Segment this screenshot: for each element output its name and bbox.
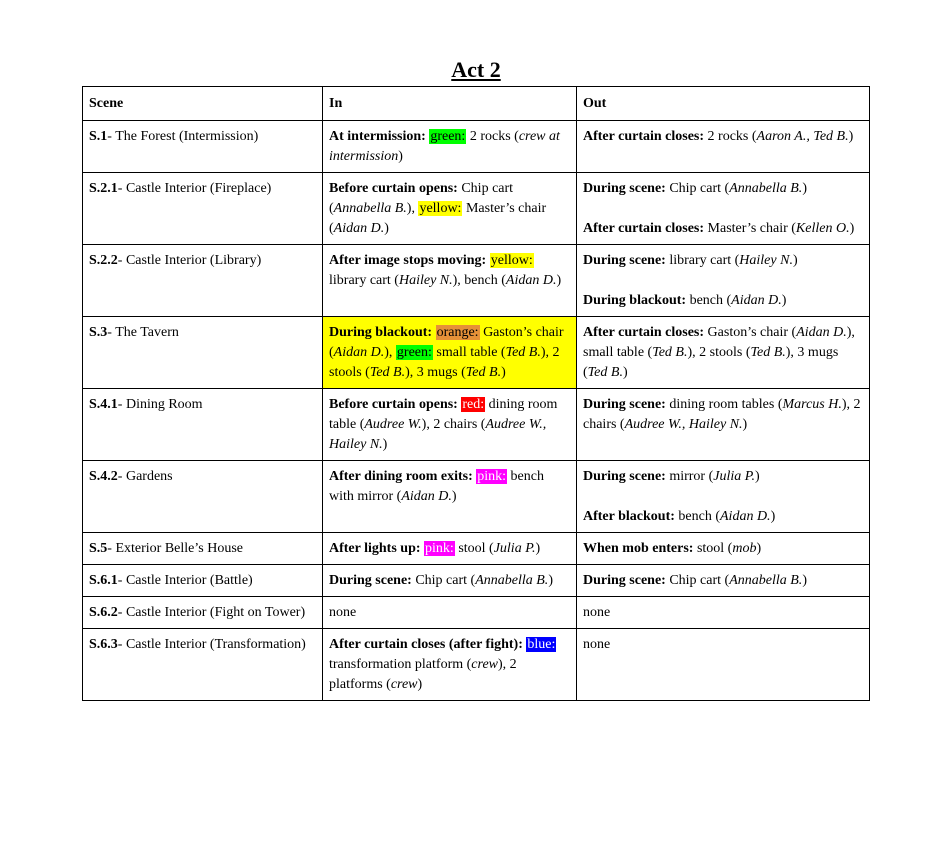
scene-name: - Castle Interior (Library)	[117, 253, 262, 268]
cue-label: After curtain closes:	[583, 221, 705, 236]
header-row	[83, 87, 870, 121]
cue-text: )	[535, 541, 541, 556]
cue-text: Gaston’s chair (	[704, 325, 797, 340]
cue-label: After lights up:	[329, 541, 421, 556]
cue-text: )	[382, 437, 388, 452]
color-cue-green: green:	[430, 129, 466, 144]
cue-text: bench (	[674, 509, 720, 524]
cue-text: library cart (	[665, 253, 740, 268]
cue-text: Master’s chair (	[704, 221, 796, 236]
table-row	[83, 245, 870, 317]
cue-text: none	[329, 605, 357, 620]
cue-text: none	[583, 605, 611, 620]
cue-text: )	[849, 221, 855, 236]
crew-name: Hailey N.	[739, 253, 793, 268]
scene-name: - Castle Interior (Fight on Tower)	[117, 605, 306, 620]
crew-name: Marcus H.	[782, 397, 842, 412]
table-row	[83, 533, 870, 565]
cue-text: )	[501, 365, 506, 380]
crew-name: Ted B.	[587, 365, 623, 380]
table-row	[83, 629, 870, 701]
cue-text: )	[742, 417, 748, 432]
out-cell	[577, 121, 870, 173]
cue-text: small table (	[432, 345, 506, 360]
crew-name: Julia P.	[493, 541, 536, 556]
cue-text: bench with mirror (	[329, 469, 544, 504]
crew-name: Ted B.	[652, 345, 688, 360]
scene-cell	[83, 317, 323, 389]
cue-text: stool (	[693, 541, 733, 556]
cue-text: none	[583, 637, 611, 652]
crew-name: Annabella B.	[333, 201, 407, 216]
crew-name: mob	[732, 541, 757, 556]
cue-label: When mob enters:	[583, 541, 694, 556]
cue-text: mirror (	[665, 469, 714, 484]
cue-label: During scene:	[583, 181, 666, 196]
scene-id: S.2.1	[89, 181, 118, 196]
cue-text: Chip cart (	[665, 573, 730, 588]
out-cell	[577, 245, 870, 317]
crew-name: Ted B.	[505, 345, 541, 360]
in-cell	[323, 533, 577, 565]
crew-name: Aidan D.	[505, 273, 557, 288]
crew-name: Audree W., Hailey N.	[624, 417, 743, 432]
cue-text: ), bench (	[452, 273, 506, 288]
cue-text: )	[802, 181, 807, 196]
scene-cell	[83, 597, 323, 629]
scene-cell	[83, 245, 323, 317]
cue-text: 2 rocks (	[704, 129, 757, 144]
cue-text: )	[451, 489, 457, 504]
table-row	[83, 461, 870, 533]
color-cue-yellow: yellow:	[490, 253, 533, 268]
header-out: Out	[577, 87, 870, 121]
scene-cell	[83, 533, 323, 565]
scene-name: - The Tavern	[107, 325, 179, 340]
cue-text: stool (	[454, 541, 494, 556]
cue-text: dining room table (	[329, 397, 558, 432]
out-cell	[577, 173, 870, 245]
in-cell	[323, 597, 577, 629]
cue-label: After curtain closes (after fight):	[329, 637, 523, 652]
color-cue-pink: pink:	[477, 469, 507, 484]
crew-name: Aidan D.	[720, 509, 771, 524]
cue-text: )	[548, 573, 553, 588]
cue-text: bench (	[686, 293, 732, 308]
page-title: Act 2	[451, 57, 501, 82]
color-cue-orange: orange:	[436, 325, 479, 340]
table-row	[83, 121, 870, 173]
paragraph-gap	[583, 271, 863, 291]
scene-name: - Exterior Belle’s House	[107, 541, 243, 556]
crew-name: Julia P.	[713, 469, 756, 484]
crew-name: Ted B.	[465, 365, 502, 380]
out-cell	[577, 597, 870, 629]
cue-text: ), 3 mugs (	[583, 345, 839, 380]
crew-name: Annabella B.	[475, 573, 549, 588]
scene-id: S.5	[89, 541, 108, 556]
paragraph-gap	[583, 487, 863, 507]
cue-text: transformation platform (	[329, 657, 472, 672]
crew-name: crew	[390, 677, 418, 692]
cue-text: )	[756, 541, 762, 556]
cue-table-body	[83, 121, 870, 701]
cue-text: ), small table (	[583, 325, 855, 360]
cue-label: During blackout:	[583, 293, 687, 308]
crew-name: Aidan D.	[796, 325, 847, 340]
cue-label: During scene:	[583, 573, 666, 588]
cue-text: )	[622, 365, 628, 380]
cue-text: Master’s chair (	[329, 201, 547, 236]
crew-name: Aidan D.	[333, 221, 385, 236]
scene-name: - Castle Interior (Battle)	[117, 573, 253, 588]
cue-label: Before curtain opens:	[329, 397, 458, 412]
crew-name: Kellen O.	[795, 221, 850, 236]
scene-id: S.2.2	[89, 253, 118, 268]
cue-label: During scene:	[583, 253, 666, 268]
cue-text: )	[770, 509, 776, 524]
cue-label: After curtain closes:	[583, 325, 705, 340]
crew-name: Aidan D.	[731, 293, 782, 308]
in-cell	[323, 121, 577, 173]
cue-text: ), 2 chairs (	[421, 417, 486, 432]
paragraph-gap	[583, 199, 863, 219]
cue-label: During blackout:	[329, 325, 433, 340]
table-row	[83, 389, 870, 461]
cue-text: )	[848, 129, 854, 144]
scene-cell	[83, 461, 323, 533]
scene-name: - Castle Interior (Fireplace)	[117, 181, 272, 196]
crew-name: Aaron A., Ted B.	[756, 129, 849, 144]
cue-text: )	[556, 273, 562, 288]
scene-cell	[83, 389, 323, 461]
cue-text: Gaston’s chair (	[329, 325, 564, 360]
out-cell	[577, 317, 870, 389]
crew-name: Aidan D.	[333, 345, 385, 360]
cue-text: dining room tables (	[665, 397, 783, 412]
scene-name: - Castle Interior (Transformation)	[117, 637, 306, 652]
cue-label: During scene:	[583, 397, 666, 412]
out-cell	[577, 389, 870, 461]
cue-text: 2 rocks (	[466, 129, 519, 144]
in-cell	[323, 173, 577, 245]
cue-text: Chip cart (	[411, 573, 476, 588]
cue-text: )	[755, 469, 760, 484]
crew-name: crew at intermission	[329, 129, 560, 164]
scene-id: S.3	[89, 325, 108, 340]
cue-text: )	[792, 253, 798, 268]
cue-label: During scene:	[329, 573, 412, 588]
out-cell	[577, 533, 870, 565]
scene-id: S.1	[89, 129, 108, 144]
crew-name: Hailey N.	[398, 273, 453, 288]
cue-label: After dining room exits:	[329, 469, 473, 484]
color-cue-blue: blue:	[527, 637, 556, 652]
cue-label: During scene:	[583, 469, 666, 484]
cue-label: At intermission:	[329, 129, 430, 144]
crew-name: crew	[471, 657, 498, 672]
scene-name: - Gardens	[117, 469, 173, 484]
crew-name: Audree W., Hailey N.	[329, 417, 547, 452]
table-row	[83, 565, 870, 597]
cue-text: Chip cart (	[665, 181, 730, 196]
cue-text: ), 2 stools (	[329, 345, 560, 380]
cue-table	[82, 86, 870, 701]
cue-text: library cart (	[329, 273, 399, 288]
scene-id: S.6.1	[89, 573, 118, 588]
cue-text: Chip cart (	[329, 181, 514, 216]
out-cell	[577, 629, 870, 701]
cue-text: )	[384, 221, 389, 236]
in-cell	[323, 629, 577, 701]
color-cue-red: red:	[462, 397, 485, 412]
out-cell	[577, 565, 870, 597]
in-cell	[323, 461, 577, 533]
out-cell	[577, 461, 870, 533]
in-cell	[323, 565, 577, 597]
header-in: In	[323, 87, 577, 121]
scene-id: S.4.1	[89, 397, 118, 412]
table-row	[83, 317, 870, 389]
cue-label: After blackout:	[583, 509, 675, 524]
crew-name: Aidan D.	[401, 489, 452, 504]
crew-name: Annabella B.	[729, 181, 803, 196]
cue-text: )	[802, 573, 807, 588]
scene-cell	[83, 565, 323, 597]
table-row	[83, 597, 870, 629]
crew-name: Audree W.	[364, 417, 422, 432]
scene-name: - The Forest (Intermission)	[107, 129, 259, 144]
cue-text: )	[398, 149, 403, 164]
color-cue-pink: pink:	[425, 541, 454, 556]
cue-text: )	[417, 677, 423, 692]
cue-text: ),	[384, 345, 396, 360]
scene-cell	[83, 173, 323, 245]
table-row	[83, 173, 870, 245]
color-cue-yellow: yellow:	[419, 201, 462, 216]
color-cue-green: green:	[396, 345, 432, 360]
crew-name: Ted B.	[369, 365, 406, 380]
header-scene: Scene	[83, 87, 323, 121]
cue-label: After image stops moving:	[329, 253, 487, 268]
cue-text: )	[781, 293, 787, 308]
crew-name: Ted B.	[750, 345, 786, 360]
cue-text: ), 2 stools (	[687, 345, 751, 360]
in-cell	[323, 389, 577, 461]
cue-text: ), 2 chairs (	[583, 397, 861, 432]
scene-id: S.6.3	[89, 637, 118, 652]
scene-cell	[83, 629, 323, 701]
crew-name: Annabella B.	[729, 573, 803, 588]
cue-text: ),	[406, 201, 419, 216]
in-cell	[323, 317, 577, 389]
cue-label: After curtain closes:	[583, 129, 705, 144]
cue-text: ), 3 mugs (	[405, 365, 466, 380]
scene-id: S.4.2	[89, 469, 118, 484]
scene-name: - Dining Room	[117, 397, 203, 412]
cue-text: ), 2 platforms (	[329, 657, 517, 692]
cue-label: Before curtain opens:	[329, 181, 458, 196]
in-cell	[323, 245, 577, 317]
scene-id: S.6.2	[89, 605, 118, 620]
scene-cell	[83, 121, 323, 173]
